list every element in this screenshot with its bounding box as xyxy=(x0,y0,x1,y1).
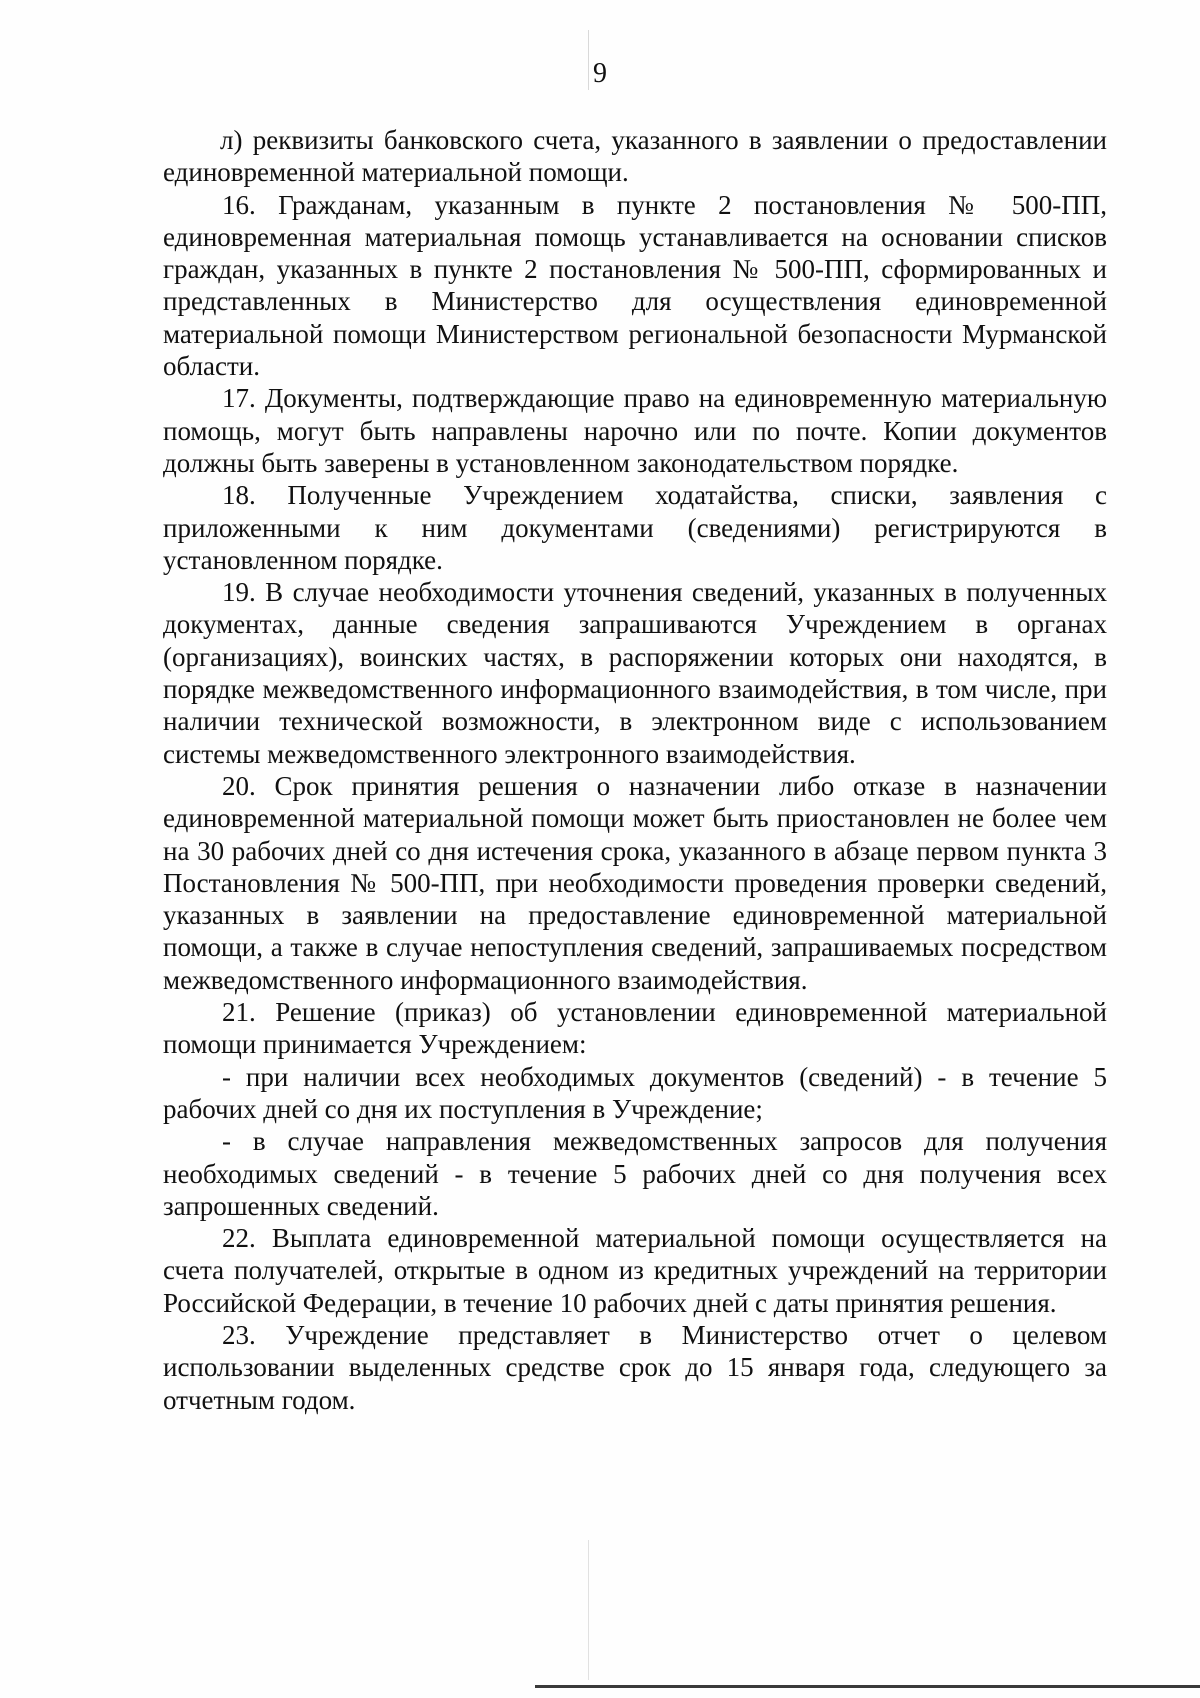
paragraph-19: 19. В случае необходимости уточнения сведений, указанных в полученных документах, данные сведения запрашиваются Учреждением в органах (организациях), воинских частях, в распоряжении которых они находятся, в порядке межведомственного информационного взаимодействия, в том числе, при наличии технической возможности, в электронном виде с использованием системы межведомственного электронного взаимодействия. xyxy=(163,577,1107,769)
paragraph-21-item-2: - в случае направления межведомственных запросов для получения необходимых сведений - в течение 5 рабочих дней со дня получения всех запрошенных сведений. xyxy=(163,1126,1107,1221)
paragraph-21-item-1: - при наличии всех необходимых документов (сведений) - в течение 5 рабочих дней со дня их поступления в Учреждение; xyxy=(163,1061,1107,1124)
page-number: 9 xyxy=(593,58,607,89)
scan-bottom-edge xyxy=(535,1685,1200,1688)
document-body xyxy=(163,124,1107,1416)
scan-artifact-line xyxy=(588,1540,589,1680)
paragraph-l: л) реквизиты банковского счета, указанного в заявлении о предоставлении единовременной материальной помощи. xyxy=(163,125,1107,188)
paragraph-22: 22. Выплата единовременной материальной помощи осуществляется на счета получателей, открытые в одном из кредитных учреждений на территории Российской Федерации, в течение 10 рабочих дней с даты принятия решения. xyxy=(163,1223,1107,1318)
paragraph-18: 18. Полученные Учреждением ходатайства, списки, заявления с приложенными к ним документами (сведениями) регистрируются в установленном порядке. xyxy=(163,480,1107,575)
paragraph-17: 17. Документы, подтверждающие право на единовременную материальную помощь, могут быть направлены нарочно или по почте. Копии документов должны быть заверены в установленном законодательством порядке. xyxy=(163,383,1107,478)
paragraph-16: 16. Гражданам, указанным в пункте 2 постановления № 500-ПП, единовременная материальная помощь устанавливается на основании списков граждан, указанных в пункте 2 постановления № 500-ПП, сформированных и представленных в Министерство для осуществления единовременной материальной помощи Министерством региональной безопасности Мурманской области. xyxy=(163,189,1107,382)
paragraph-20: 20. Срок принятия решения о назначении либо отказе в назначении единовременной материальной помощи может быть приостановлен не более чем на 30 рабочих дней со дня истечения срока, указанного в абзаце первом пункта 3 Постановления № 500-ПП, при необходимости проведения проверки сведений, указанных в заявлении на предоставление единовременной материальной помощи, а также в случае непоступления сведений, запрашиваемых посредством межведомственного информационного взаимодействия. xyxy=(163,770,1107,995)
paragraph-21: 21. Решение (приказ) об установлении единовременной материальной помощи принимается Учреждением: xyxy=(163,997,1107,1060)
paragraph-23: 23. Учреждение представляет в Министерство отчет о целевом использовании выделенных средстве срок до 15 января года, следующего за отчетным годом. xyxy=(163,1319,1107,1415)
